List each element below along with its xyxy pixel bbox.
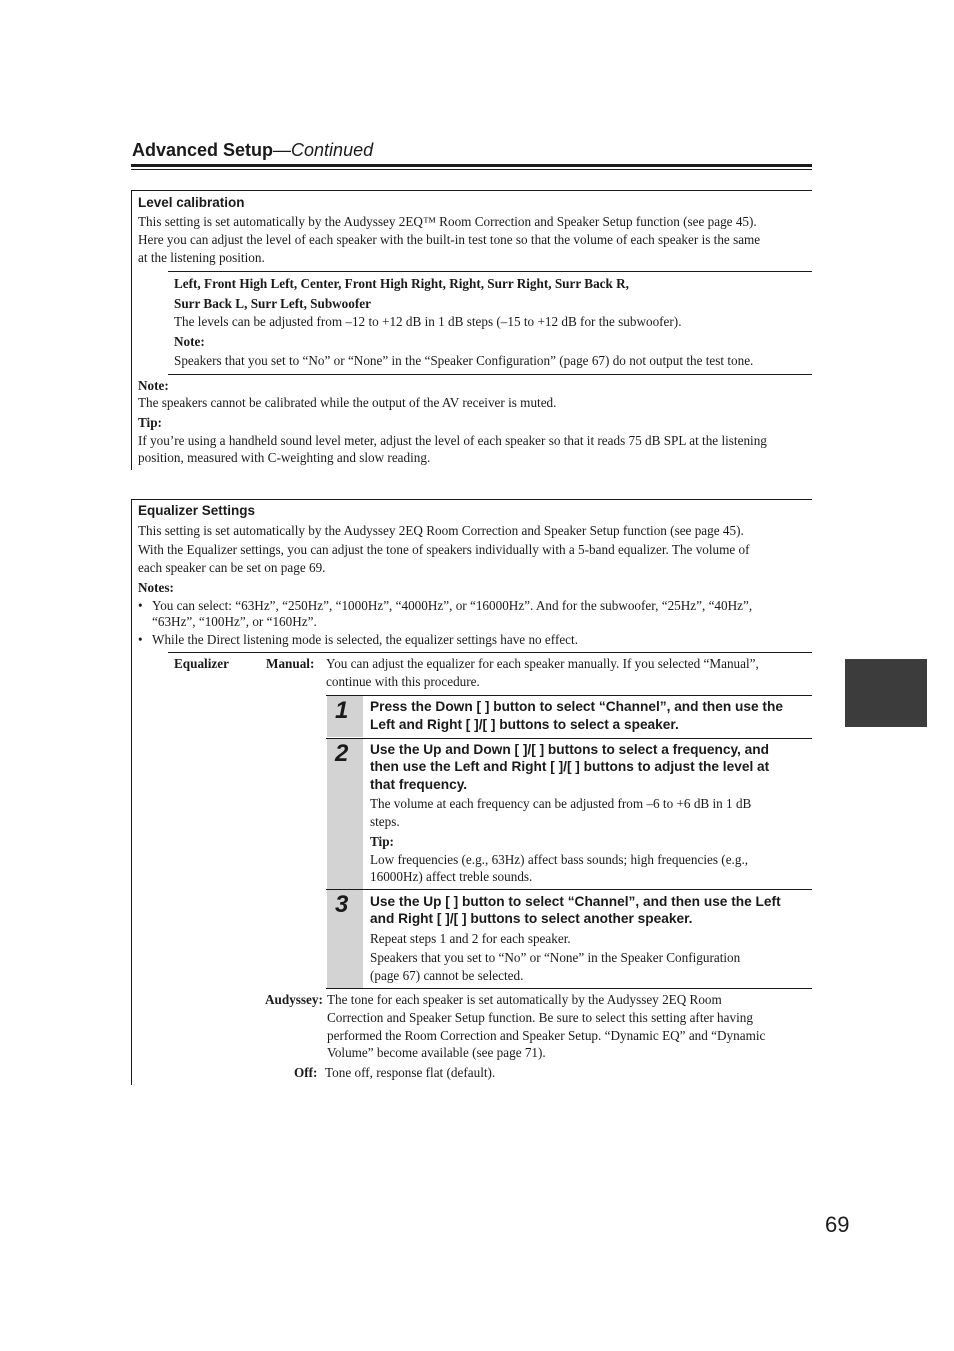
inner-note-label: Note: bbox=[174, 334, 205, 349]
step2-tip-label: Tip: bbox=[370, 834, 394, 849]
step3-number: 3 bbox=[335, 891, 349, 918]
equalizer-settings-title: Equalizer Settings bbox=[138, 503, 256, 518]
level-intro-2: Here you can adjust the level of each speaker with the built-in test tone so that the volume of each speaker is the same bbox=[138, 232, 761, 247]
eq-intro-3: each speaker can be set on page 69. bbox=[138, 560, 326, 575]
step1-rule bbox=[326, 695, 812, 696]
eq-section-rule bbox=[131, 499, 812, 500]
audyssey-text-4: Volume” become available (see page 71). bbox=[327, 1045, 546, 1060]
eq-table-rule-top bbox=[168, 652, 812, 653]
audyssey-text-2: Correction and Speaker Setup function. Be sure to select this setting after having bbox=[327, 1010, 753, 1025]
level-tip-label: Tip: bbox=[138, 415, 162, 430]
header-title: Advanced Setup bbox=[132, 140, 274, 160]
step2-head-3: that frequency. bbox=[370, 777, 468, 792]
speaker-list-line2: Surr Back L, Surr Left, Subwoofer bbox=[174, 296, 371, 311]
eq-section-left-border bbox=[131, 499, 132, 1085]
eq-bullet1-line2: “63Hz”, “100Hz”, or “160Hz”. bbox=[152, 614, 317, 629]
page-number: 69 bbox=[825, 1212, 850, 1237]
step2-tip-2: 16000Hz) affect treble sounds. bbox=[370, 869, 533, 884]
step1-head-2: Left and Right [ ]/[ ] buttons to select a speaker. bbox=[370, 717, 679, 732]
equalizer-label: Equalizer bbox=[174, 656, 229, 671]
manual-text-2: continue with this procedure. bbox=[326, 674, 480, 689]
step2-body-2: steps. bbox=[370, 814, 400, 829]
manual-label: Manual: bbox=[266, 656, 315, 671]
step1-number: 1 bbox=[335, 697, 349, 724]
chapter-tab bbox=[845, 659, 927, 727]
eq-notes-label: Notes: bbox=[138, 580, 174, 595]
level-note-label: Note: bbox=[138, 378, 169, 393]
inner-note-text: Speakers that you set to “No” or “None” in the “Speaker Configuration” (page 67) do not output the test tone. bbox=[174, 353, 754, 368]
page-header bbox=[132, 140, 373, 161]
level-intro-1: This setting is set automatically by the Audyssey 2EQ™ Room Correction and Speaker Setup function (see page 45). bbox=[138, 214, 757, 229]
eq-intro-2: With the Equalizer settings, you can adjust the tone of speakers individually with a 5-band equalizer. The volume of bbox=[138, 542, 750, 557]
audyssey-text-3: performed the Room Correction and Speaker Setup. “Dynamic EQ” and “Dynamic bbox=[327, 1028, 766, 1043]
speakers-rule-top bbox=[168, 271, 812, 272]
audyssey-text-1: The tone for each speaker is set automatically by the Audyssey 2EQ Room bbox=[327, 992, 722, 1007]
bullet-icon: • bbox=[138, 632, 143, 647]
step2-tip-1: Low frequencies (e.g., 63Hz) affect bass sounds; high frequencies (e.g., bbox=[370, 852, 749, 867]
step3-body-1: Repeat steps 1 and 2 for each speaker. bbox=[370, 931, 571, 946]
step3-rule bbox=[326, 889, 812, 890]
step2-head-1: Use the Up and Down [ ]/[ ] buttons to select a frequency, and bbox=[370, 742, 769, 757]
level-calibration-title: Level calibration bbox=[138, 195, 245, 210]
level-note-text: The speakers cannot be calibrated while the output of the AV receiver is muted. bbox=[138, 395, 557, 410]
eq-bullet2: While the Direct listening mode is selected, the equalizer settings have no effect. bbox=[152, 632, 578, 647]
bullet-icon: • bbox=[138, 598, 143, 613]
section-left-border bbox=[131, 190, 132, 470]
step2-rule bbox=[326, 738, 812, 739]
header-continued: —Continued bbox=[273, 140, 374, 160]
level-tip-2: position, measured with C-weighting and slow reading. bbox=[138, 450, 431, 465]
section-rule bbox=[131, 190, 812, 191]
steps-rule-bottom bbox=[326, 988, 812, 989]
header-rule bbox=[131, 164, 812, 167]
speakers-rule-bottom bbox=[168, 374, 812, 375]
step3-head-2: and Right [ ]/[ ] buttons to select another speaker. bbox=[370, 911, 693, 926]
step3-body-3: (page 67) cannot be selected. bbox=[370, 968, 524, 983]
audyssey-label: Audyssey: bbox=[265, 992, 323, 1007]
off-label: Off: bbox=[294, 1065, 318, 1080]
eq-bullet1-line1: You can select: “63Hz”, “250Hz”, “1000Hz”, “4000Hz”, or “16000Hz”. And for the subwoofer, “25Hz”, “40Hz”, bbox=[152, 598, 753, 613]
manual-text-1: You can adjust the equalizer for each speaker manually. If you selected “Manual”, bbox=[326, 656, 759, 671]
off-text: Tone off, response flat (default). bbox=[325, 1065, 496, 1080]
eq-intro-1: This setting is set automatically by the Audyssey 2EQ Room Correction and Speaker Setup function (see page 45). bbox=[138, 523, 744, 538]
step2-number: 2 bbox=[335, 740, 349, 767]
level-intro-3: at the listening position. bbox=[138, 250, 265, 265]
step3-body-2: Speakers that you set to “No” or “None” in the Speaker Configuration bbox=[370, 950, 741, 965]
level-range: The levels can be adjusted from –12 to +12 dB in 1 dB steps (–15 to +12 dB for the subwoofer). bbox=[174, 314, 682, 329]
header-rule-thin bbox=[131, 169, 812, 170]
step2-body-1: The volume at each frequency can be adjusted from –6 to +6 dB in 1 dB bbox=[370, 796, 752, 811]
level-tip-1: If you’re using a handheld sound level meter, adjust the level of each speaker so that it reads 75 dB SPL at the listening bbox=[138, 433, 767, 448]
step2-head-2: then use the Left and Right [ ]/[ ] buttons to adjust the level at bbox=[370, 759, 770, 774]
step3-head-1: Use the Up [ ] button to select “Channel”, and then use the Left bbox=[370, 894, 781, 909]
speaker-list-line1: Left, Front High Left, Center, Front High Right, Right, Surr Right, Surr Back R, bbox=[174, 276, 629, 291]
step1-head-1: Press the Down [ ] button to select “Channel”, and then use the bbox=[370, 699, 783, 714]
